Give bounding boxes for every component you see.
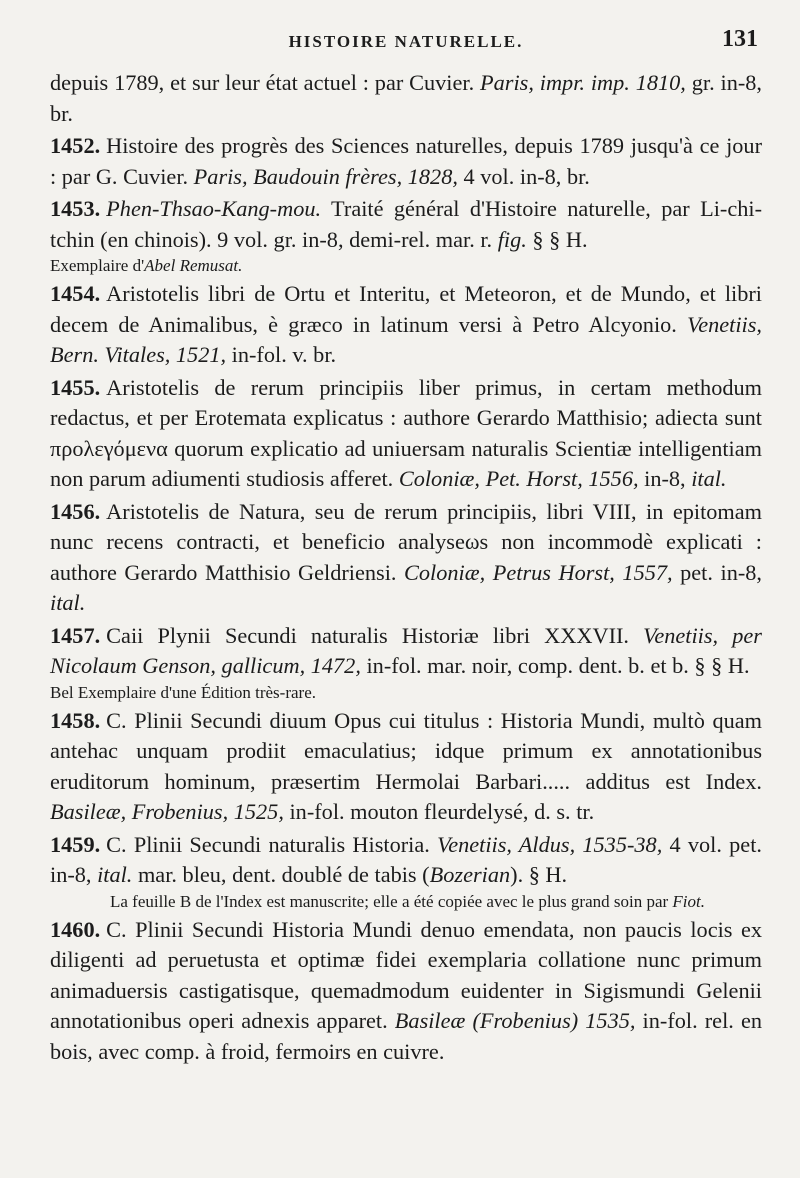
catalog-entry	[50, 131, 762, 192]
entry-format-italic: ital.	[50, 590, 86, 615]
entry-note-name: Abel Remusat.	[144, 256, 243, 275]
entry-description: C. Plinii Secundi diuum Opus cui titulus : Historia Mundi, multò quam antehac unquam prodiit emaculatius; idque primum ex annotationibus eruditorum hominum, præsertim Hermolai Barbari..... additus est Index.	[50, 707, 762, 794]
running-title: HISTOIRE NATURELLE.	[288, 32, 524, 51]
entry-text	[50, 68, 762, 129]
entry-format: in-fol. mouton fleurdelysé, d. s. tr.	[283, 799, 595, 824]
entry-text	[50, 194, 762, 255]
entry-binding: mar. bleu, dent. doublé de tabis (	[132, 862, 430, 887]
entry-format: in-fol. mar. noir, comp. dent. b. et b. § § H.	[360, 653, 750, 678]
entry-number: 1452.	[50, 133, 101, 158]
catalog-entry	[50, 706, 762, 828]
entry-imprint: Venetiis, per Nicolaum Genson, gallicum, 1472,	[50, 622, 762, 678]
entry-description: Caii Plynii Secundi naturalis Historiæ libri XXXVII.	[106, 622, 644, 648]
entry-note	[50, 255, 762, 277]
catalog-entry	[50, 621, 762, 704]
entry-number: 1455.	[50, 374, 101, 400]
entry-text	[50, 131, 762, 192]
entry-text	[50, 279, 762, 371]
entry-imprint: Paris, impr. imp. 1810,	[480, 70, 686, 95]
entry-note	[50, 682, 762, 704]
entry-format-italic: ital.	[97, 862, 133, 887]
entry-text	[50, 915, 762, 1068]
catalog-entry	[50, 497, 762, 619]
page-number: 131	[722, 26, 758, 52]
entry-text	[50, 497, 762, 619]
entry-provenance: ). § H.	[510, 862, 568, 887]
entry-note-name: Fiot.	[672, 891, 706, 911]
entry-text	[50, 830, 762, 891]
entry-imprint: Basileæ (Frobenius) 1535,	[394, 1008, 636, 1033]
entry-description: C. Plinii Secundi naturalis Historia.	[106, 831, 438, 857]
catalog-entry	[50, 915, 762, 1068]
entry-note	[110, 891, 762, 913]
entry-number: 1458.	[50, 707, 101, 733]
entry-description: depuis 1789, et sur leur état actuel : par Cuvier.	[50, 70, 481, 95]
entry-format: 4 vol. pet. in-8,	[50, 831, 762, 887]
entry-number: 1457.	[50, 622, 101, 648]
entry-number: 1456.	[50, 498, 101, 524]
entry-note-text: La feuille B de l'Index est manuscrite; elle a été copiée avec le plus grand soin par	[110, 891, 673, 911]
entry-imprint: Paris, Baudouin frères, 1828,	[193, 163, 458, 189]
catalog-entry	[50, 68, 762, 129]
entry-text	[50, 621, 762, 682]
entry-number: 1460.	[50, 916, 101, 942]
entry-note-text: Bel Exemplaire d'une Édition très-rare.	[50, 682, 316, 702]
entry-format-italic: ital.	[691, 466, 727, 491]
entry-imprint: Coloniæ, Pet. Horst, 1556,	[398, 466, 639, 491]
entry-number: 1453.	[50, 196, 101, 221]
entry-format: in-fol. rel. en bois, avec comp. à froid, fermoirs en cuivre.	[50, 1008, 762, 1064]
entry-imprint: Venetiis, Bern. Vitales, 1521,	[50, 311, 762, 367]
catalog-entry	[50, 194, 762, 277]
entry-note-text: Exemplaire d'	[50, 256, 145, 275]
entry-number: 1459.	[50, 831, 101, 857]
entry-imprint: Basileæ, Frobenius, 1525,	[50, 799, 284, 824]
entry-format: § § H.	[526, 226, 588, 252]
catalog-entry	[50, 830, 762, 913]
entry-description: C. Plinii Secundi Historia Mundi denuo emendata, non paucis locis ex diligenti ad peruetusta et optimæ fidei exemplaria collatione nunc primum animaduersis castigatisque, quemadmodum euidenter in Sigismundi Gelenii annotationibus operi adnexis apparet.	[50, 916, 762, 1033]
catalog-entries	[50, 68, 762, 1067]
entry-format: 4 vol. in-8, br.	[457, 163, 590, 189]
entry-format: in-8,	[638, 466, 692, 491]
entry-text	[50, 706, 762, 828]
catalog-entry	[50, 279, 762, 371]
entry-format: pet. in-8,	[672, 559, 762, 585]
entry-description: Histoire des progrès des Sciences naturelles, depuis 1789 jusqu'à ce jour : par G. Cuvier.	[50, 133, 762, 189]
entry-description: Aristotelis de Natura, seu de rerum principiis, libri VIII, in epitomam nunc recens contracti, et beneficio analyseωs non incommodè explicati : authore Gerardo Matthisio Geldriensi.	[50, 498, 762, 585]
entry-binder: Bozerian	[429, 862, 511, 887]
entry-italic-title: Phen-Thsao-Kang-mou.	[106, 196, 322, 221]
entry-description: Aristotelis libri de Ortu et Interitu, et Meteoron, et de Mundo, et libri decem de Animalibus, è græco in latinum versi à Petro Alcyonio.	[50, 281, 762, 337]
entry-text	[50, 373, 762, 495]
catalog-entry	[50, 373, 762, 495]
entry-description: Traité général d'Histoire naturelle, par Li-chi-tchin (en chinois). 9 vol. gr. in-8, demi-rel. mar. r.	[50, 196, 762, 252]
entry-description: Aristotelis de rerum principiis liber primus, in certam methodum redactus, et per Erotemata explicatus : authore Gerardo Matthisio; adiecta sunt προλεγόμενα quorum explicatio ad uniuersam naturalis Scientiæ intelligentiam non parum adiumenti studiosis afferet.	[50, 374, 762, 491]
entry-imprint: fig.	[497, 226, 527, 252]
entry-format: gr. in-8, br.	[50, 70, 763, 126]
running-header	[50, 28, 762, 68]
entry-number: 1454.	[50, 281, 101, 306]
entry-format: in-fol. v. br.	[226, 342, 337, 367]
entry-imprint: Coloniæ, Petrus Horst, 1557,	[404, 559, 673, 585]
entry-imprint: Venetiis, Aldus, 1535-38,	[437, 831, 663, 857]
